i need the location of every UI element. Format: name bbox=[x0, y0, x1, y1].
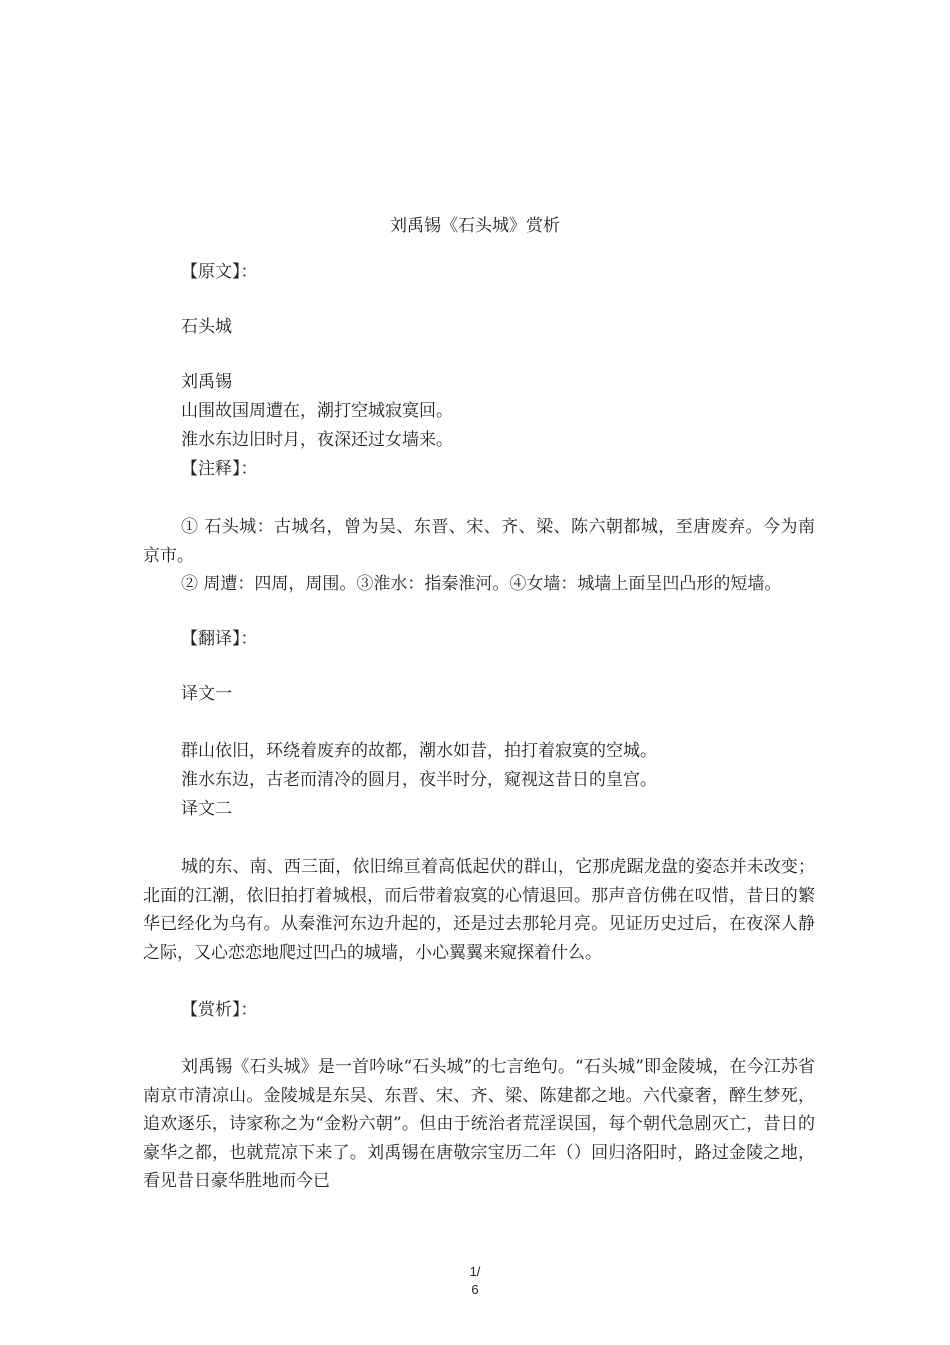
notes-heading: 【注释】： bbox=[181, 459, 258, 479]
original-heading: 【原文】： bbox=[181, 262, 258, 282]
page-number-line-1: 1/ bbox=[469, 1264, 481, 1279]
translation-1-line-1: 群山依旧，环绕着废弃的故都，潮水如昔，拍打着寂寞的空城。 bbox=[181, 741, 657, 761]
poem-line-1: 山围故国周遭在，潮打空城寂寞回。 bbox=[181, 401, 453, 421]
page-number-line-2: 6 bbox=[471, 1282, 479, 1297]
poem-title: 石头城 bbox=[181, 317, 232, 337]
note-1: ① 石头城：古城名，曾为吴、东晋、宋、齐、梁、陈六朝都城，至唐废弃。今为南京市。 bbox=[143, 517, 815, 566]
translation-heading: 【翻译】： bbox=[181, 629, 258, 649]
translation-1-line-2: 淮水东边，古老而清冷的圆月，夜半时分，窥视这昔日的皇宫。 bbox=[181, 770, 657, 790]
translation-2-text: 城的东、南、西三面，依旧绵亘着高低起伏的群山，它那虎踞龙盘的姿态并未改变；北面的江潮，依旧拍打着城根，而后带着寂寞的心情退回。那声音仿佛在叹惜，昔日的繁华已经化为乌有。从秦淮河东边升起的，还是过去那轮月亮。见证历史过后，在夜深人静之际，又心恋恋地爬过凹凸的城墙，小心翼翼来窥探着什么。 bbox=[143, 857, 815, 963]
poem-line-2: 淮水东边旧时月，夜深还过女墙来。 bbox=[181, 430, 453, 450]
translation-2-title: 译文二 bbox=[181, 799, 232, 819]
appreciation-heading: 【赏析】： bbox=[181, 1000, 258, 1020]
note-2: ② 周遭：四周，周围。③淮水：指秦淮河。④女墙：城墙上面呈凹凸形的短墙。 bbox=[181, 574, 782, 594]
poem-author: 刘禹锡 bbox=[181, 372, 232, 392]
appreciation-text: 刘禹锡《石头城》是一首吟咏“石头城”的七言绝句。“石头城”即金陵城，在今江苏省南京市清凉山。金陵城是东吴、东晋、宋、齐、梁、陈建都之地。六代豪奢，醉生梦死，追欢逐乐，诗家称之为“金粉六朝”。但由于统治者荒淫误国，每个朝代急剧灭亡，昔日的豪华之都，也就荒凉下来了。刘禹锡在唐敬宗宝历二年（）回归洛阳时，路过金陵之地，看见昔日豪华胜地而今已 bbox=[143, 1057, 815, 1191]
document-title: 刘禹锡《石头城》赏析 bbox=[390, 216, 560, 236]
translation-1-title: 译文一 bbox=[181, 684, 232, 704]
